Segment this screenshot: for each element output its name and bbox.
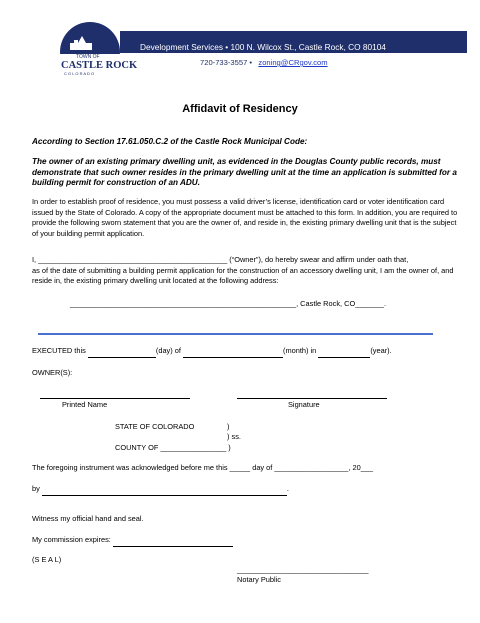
logo-castle-rock: CASTLE ROCK [61,60,138,71]
divider-line [38,333,433,335]
oath-rest: as of the date of submitting a building permit application for the construction of an accessory dwelling unit, I am the owner of, and reside in, the existing primary dwelling unit located at the following address: [32,265,454,285]
email-link[interactable]: zoning@CRgov.com [258,58,328,67]
printed-name-line[interactable] [40,398,190,399]
day-label: (day) of [155,346,181,355]
commission-label: My commission expires: [32,535,111,544]
oath-start: I, ______________________________________________ (“Owner”), do hereby swear and affirm under oath that, [32,255,409,264]
acknowledged-line[interactable]: The foregoing instrument was acknowledged before me this _____ day of __________________, 20___ [32,463,374,472]
proof-paragraph: In order to establish proof of residence, you must possess a valid driver’s license, identification card or voter identification card issued by the State of Colorado. A copy of the appropriate document must be attached to this form. In addition, you are required to provide the following sworn statement that you are the owner of, and reside in, the existing primary dwelling unit that is the subject of your building permit application. [32,197,458,238]
county-of-label[interactable]: COUNTY OF ________________ ) [115,443,231,452]
by-field[interactable] [42,484,287,496]
signature-label: Signature [288,400,320,409]
page-title: Affidavit of Residency [182,103,298,115]
year-label: (year). [370,346,392,355]
castle-rock-logo [40,18,140,78]
month-label: (month) in [283,346,317,355]
executed-label: EXECUTED this [32,346,86,355]
logo-colorado: C O L O R A D O [64,71,95,76]
witness-line: Witness my official hand and seal. [32,514,144,523]
address-line[interactable]: _______________________________________________________, Castle Rock, CO_______. [70,299,387,308]
signature-line[interactable] [237,398,387,399]
owner-requirement: The owner of an existing primary dwelling unit, as evidenced in the Douglas County public records, must demonstrate that such owner resides in the primary dwelling unit at the time an application is submitted for a building permit for construction of an ADU. [32,157,457,187]
notary-signature-line[interactable]: ________________________________ [237,565,369,574]
header-contact [200,58,328,67]
commission-field[interactable] [113,535,233,547]
by-end: . [286,484,289,493]
by-line [32,484,289,496]
year-field[interactable] [318,346,370,358]
owners-label: OWNER(S): [32,368,73,377]
header-phone: 720-733-3557 • [200,58,253,67]
logo-town-of: TOWN OF [76,54,100,60]
notary-public-label: Notary Public [237,575,281,584]
section-reference: According to Section 17.61.050.C.2 of the Castle Rock Municipal Code: [32,137,308,146]
by-label: by [32,484,40,493]
month-field[interactable] [183,346,283,358]
paren-1: ) [227,422,230,431]
day-field[interactable] [88,346,156,358]
header-address: Development Services • 100 N. Wilcox St., Castle Rock, CO 80104 [140,42,386,52]
ss-label: ) ss. [227,432,241,441]
executed-line [32,346,392,358]
printed-name-label: Printed Name [62,400,108,409]
commission-line [32,535,233,547]
state-of-label: STATE OF COLORADO [115,422,195,431]
seal-label: (S E A L) [32,555,62,564]
oath-paragraph [32,255,464,287]
